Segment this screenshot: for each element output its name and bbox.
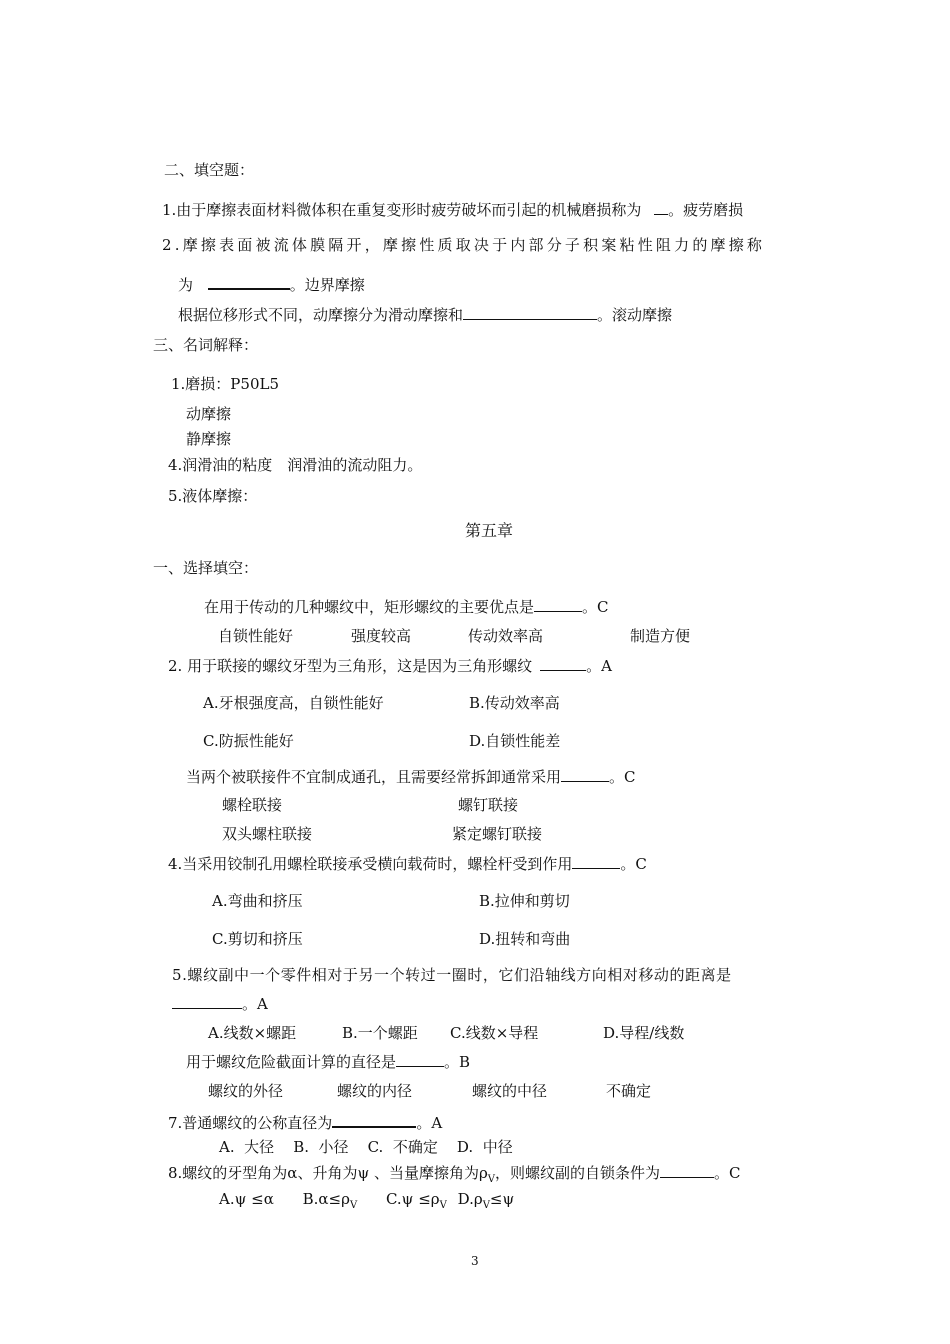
question-text: 1.由于摩擦表面材料微体积在重复变形时疲劳破坏而引起的机械磨损称为 [162, 201, 642, 219]
answer-blank [572, 854, 620, 869]
question-stem: 当两个被联接件不宜制成通孔，且需要经常拆卸通常采用 [186, 768, 562, 786]
option: 双头螺柱联接 [222, 825, 313, 843]
term-item: 1.磨损：P50L5 [171, 375, 279, 393]
option: 制造方便 [630, 627, 691, 645]
option: B.拉伸和剪切 [479, 892, 570, 910]
answer-text: 。A [416, 1114, 443, 1132]
subscript: V [487, 1174, 496, 1185]
option: 螺纹的中径 [472, 1082, 548, 1100]
answer-blank [463, 305, 597, 320]
question-stem: 5.螺纹副中一个零件相对于另一个转过一圈时，它们沿轴线方向相对移动的距离是 [172, 966, 732, 984]
answer-text: 。B [444, 1053, 471, 1071]
answer-text: 疲劳磨损 [683, 201, 744, 219]
answer-blank [561, 767, 609, 782]
choice-question-5 [172, 965, 732, 985]
answer-blank [540, 656, 586, 671]
question-fill-1: 1.由于摩擦表面材料微体积在重复变形时疲劳破坏而引起的机械磨损称为 。疲劳磨损 [162, 201, 744, 219]
answer-blank [208, 274, 290, 290]
question-text-cont: 为 [178, 276, 194, 294]
options-line: A. 大径 B. 小径 C. 不确定 D. 中径 [219, 1138, 513, 1156]
option: C.防振性能好 [203, 732, 294, 750]
choice-question-3 [186, 767, 636, 787]
option: 传动效率高 [468, 627, 544, 645]
choice-question-6 [186, 1052, 470, 1072]
answer-text: 。C [620, 855, 647, 873]
answer-blank [396, 1052, 444, 1067]
option: A.牙根强度高，自锁性能好 [203, 694, 384, 712]
option: A.线数×螺距 [208, 1024, 297, 1042]
answer-blank [660, 1163, 714, 1178]
option: C.剪切和挤压 [212, 930, 303, 948]
chapter-title: 第五章 [465, 521, 514, 540]
question-stem-part2: ，则螺纹副的自锁条件为 [495, 1164, 661, 1182]
question-fill-2 [162, 235, 765, 255]
choice-question-5-cont [172, 994, 268, 1014]
option: 不确定 [606, 1082, 652, 1100]
question-stem: 用于螺纹危险截面计算的直径是 [186, 1053, 397, 1071]
answer-text: 。A [586, 657, 612, 675]
question-text: 2.摩擦表面被流体膜隔开，摩擦性质取决于内部分子积案粘性阻力的摩擦称 [162, 236, 766, 254]
choice-question-2 [168, 656, 612, 676]
option: C.线数×导程 [450, 1024, 539, 1042]
option: A.弯曲和挤压 [212, 892, 303, 910]
question-stem: 在用于传动的几种螺纹中，矩形螺纹的主要优点是 [204, 598, 535, 616]
choice-question-1 [204, 597, 609, 617]
answer-text: 。C [714, 1164, 741, 1182]
question-stem: 4.当采用铰制孔用螺栓联接承受横向载荷时，螺栓杆受到作用 [168, 855, 573, 873]
question-text: 根据位移形式不同，动摩擦分为滑动摩擦和 [178, 306, 464, 324]
option: D.导程/线数 [603, 1024, 685, 1042]
option: 自锁性能好 [218, 627, 294, 645]
question-fill-2-cont [178, 274, 365, 295]
section-heading-fill-blanks: 二、填空题： [164, 161, 255, 179]
option: B.传动效率高 [469, 694, 560, 712]
choice-question-8 [168, 1163, 741, 1190]
question-stem: 2. 用于联接的螺纹牙型为三角形，这是因为三角形螺纹 [168, 657, 533, 675]
option: 螺纹的外径 [208, 1082, 284, 1100]
term-item: 5.液体摩擦： [168, 487, 258, 505]
option: 强度较高 [351, 627, 412, 645]
option: 螺栓联接 [222, 796, 283, 814]
option: B.一个螺距 [342, 1024, 418, 1042]
answer-text: 。滚动摩擦 [597, 306, 673, 324]
option: A.ψ ≤α [219, 1190, 274, 1208]
option: $C.\psi \le\rho_V$ [385, 1190, 447, 1211]
option: $D.\rho_V\le\psi$ [457, 1190, 515, 1211]
answer-text: 。A [242, 995, 268, 1013]
option: 螺纹的内径 [337, 1082, 413, 1100]
answer-text: 。C [582, 598, 609, 616]
answer-blank [332, 1112, 416, 1128]
options-line [219, 1189, 514, 1216]
question-stem-part1: 8.螺纹的牙型角为α、升角为ψ 、当量摩擦角为ρ [168, 1164, 488, 1182]
answer-blank [172, 994, 242, 1009]
term-item: 静摩擦 [186, 430, 232, 448]
section-heading-terms: 三、名词解释： [153, 336, 259, 354]
answer-text: 。边界摩擦 [289, 276, 365, 294]
option: D.自锁性能差 [469, 732, 561, 750]
option: 紧定螺钉联接 [452, 825, 543, 843]
answer-blank [534, 597, 582, 612]
term-item: 动摩擦 [186, 405, 232, 423]
question-stem: 7.普通螺纹的公称直径为 [168, 1114, 333, 1132]
option: D.扭转和弯曲 [479, 930, 571, 948]
term-item: 4.润滑油的粘度 润滑油的流动阻力。 [168, 456, 423, 474]
answer-blank [654, 200, 668, 215]
option: 螺钉联接 [458, 796, 519, 814]
option: $B.\alpha\le\rho_V$ [302, 1190, 358, 1211]
question-fill-3 [178, 305, 672, 325]
section-heading-choice: 一、选择填空： [153, 559, 259, 577]
choice-question-4 [168, 854, 647, 874]
choice-question-7 [168, 1112, 442, 1133]
answer-text: 。C [609, 768, 636, 786]
page-number: 3 [471, 1254, 479, 1268]
